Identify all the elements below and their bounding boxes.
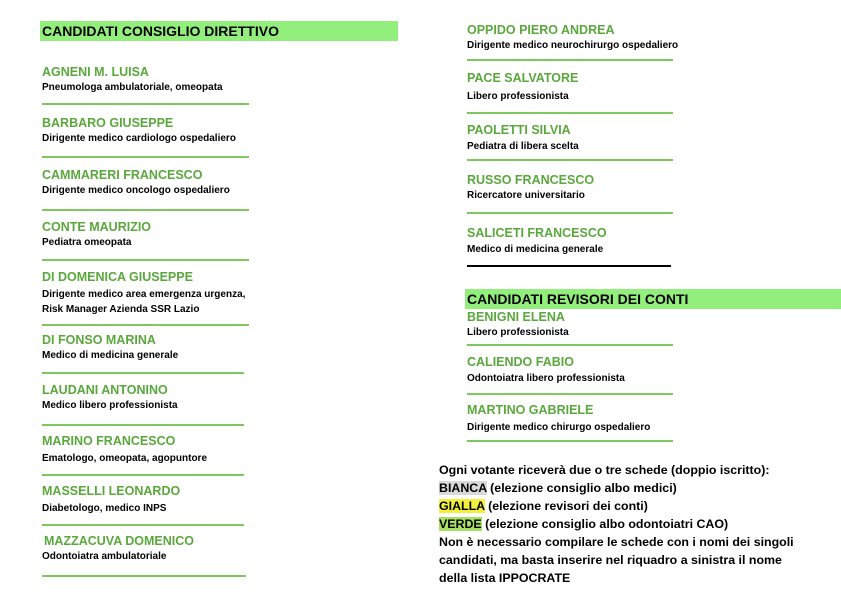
- ballot-color-label: GIALLA: [439, 499, 485, 513]
- candidate-caliendo: [467, 355, 625, 386]
- candidate-martino: [467, 403, 650, 435]
- notes-closing-line: della lista IPPOCRATE: [439, 571, 571, 585]
- candidate-di-fonso: [42, 333, 178, 363]
- candidate-name: OPPIDO PIERO ANDREA: [467, 23, 615, 37]
- ballot-verde: [439, 515, 794, 533]
- candidate-role: Pediatra di libera scelta: [467, 141, 579, 152]
- divider: [467, 440, 673, 442]
- divider: [42, 209, 249, 211]
- candidate-role: Medico libero professionista: [42, 400, 178, 411]
- candidate-role: Medico di medicina generale: [467, 244, 604, 255]
- candidate-role: Dirigente medico area emergenza urgenza,: [42, 289, 246, 300]
- divider: [467, 265, 671, 267]
- candidate-cammareri: [42, 168, 230, 198]
- candidate-name: BENIGNI ELENA: [467, 310, 565, 324]
- candidate-saliceti: [467, 226, 607, 257]
- divider: [42, 259, 249, 261]
- revisori-section-title: CANDIDATI REVISORI DEI CONTI: [465, 289, 841, 309]
- divider: [467, 59, 673, 61]
- candidate-name: RUSSO FRANCESCO: [467, 173, 595, 187]
- notes-closing-line: Non è necessario compilare le schede con i nomi dei singoli: [439, 535, 794, 549]
- divider: [42, 372, 244, 374]
- ballot-gialla: [439, 497, 794, 515]
- divider: [42, 424, 244, 426]
- ballot-description: (elezione consiglio albo odontoiatri CAO): [481, 517, 729, 531]
- candidate-name: SALICETI FRANCESCO: [467, 226, 607, 240]
- candidate-name: MASSELLI LEONARDO: [42, 484, 181, 498]
- candidate-conte: [42, 220, 151, 250]
- candidate-role: Dirigente medico chirurgo ospedaliero: [467, 422, 651, 433]
- candidate-russo: [467, 173, 594, 203]
- candidate-name: MARTINO GABRIELE: [467, 403, 594, 417]
- divider: [467, 393, 673, 395]
- candidate-role: Dirigente medico cardiologo ospedaliero: [42, 133, 236, 144]
- candidate-name: BARBARO GIUSEPPE: [42, 116, 174, 130]
- divider: [42, 575, 246, 577]
- divider: [42, 156, 249, 158]
- divider: [467, 344, 673, 346]
- candidate-role: Dirigente medico oncologo ospedaliero: [42, 185, 230, 196]
- notes-closing-line: candidati, ma basta inserire nel riquadro a sinistra il nome: [439, 553, 782, 567]
- candidate-role: Diabetologo, medico INPS: [42, 503, 167, 514]
- candidate-role: Pneumologa ambulatoriale, omeopata: [42, 82, 223, 93]
- divider: [467, 159, 673, 161]
- candidate-role: Risk Manager Azienda SSR Lazio: [42, 304, 200, 315]
- candidate-role: Ricercatore universitario: [467, 190, 585, 201]
- candidate-name: MAZZACUVA DOMENICO: [44, 534, 194, 548]
- candidate-paoletti: [467, 123, 579, 154]
- candidate-role: Odontoiatra libero professionista: [467, 373, 625, 384]
- candidate-name: AGNENI M. LUISA: [42, 65, 149, 79]
- candidate-name: DI DOMENICA GIUSEPPE: [42, 270, 193, 284]
- candidate-name: PACE SALVATORE: [467, 71, 579, 85]
- candidate-agneni: [42, 65, 223, 95]
- ballot-bianca: [439, 479, 794, 497]
- candidate-name: LAUDANI ANTONINO: [42, 383, 168, 397]
- candidate-marino: [42, 434, 207, 466]
- candidate-role: Ematologo, omeopata, agopuntore: [42, 453, 208, 464]
- candidate-oppido: [467, 23, 678, 53]
- candidate-name: CAMMARERI FRANCESCO: [42, 168, 203, 182]
- candidate-benigni: [467, 310, 569, 340]
- candidate-name: CONTE MAURIZIO: [42, 220, 152, 234]
- divider: [42, 474, 244, 476]
- ballot-description: (elezione consiglio albo medici): [486, 481, 677, 495]
- candidate-role: Dirigente medico neurochirurgo ospedaliero: [467, 40, 679, 51]
- candidate-mazzacuva: [44, 534, 194, 564]
- divider: [42, 103, 249, 105]
- ballot-color-label: BIANCA: [439, 481, 487, 495]
- candidate-role: Pediatra omeopata: [42, 237, 132, 248]
- divider: [467, 212, 673, 214]
- candidate-role: Medico di medicina generale: [42, 350, 179, 361]
- voting-notes: [439, 461, 794, 587]
- candidate-pace: [467, 71, 578, 104]
- candidate-di-domenica: [42, 270, 245, 317]
- direttivo-section-title: CANDIDATI CONSIGLIO DIRETTIVO: [40, 21, 398, 41]
- divider: [42, 524, 244, 526]
- candidate-barbaro: [42, 116, 236, 146]
- divider: [467, 112, 673, 114]
- candidate-name: DI FONSO MARINA: [42, 333, 156, 347]
- candidate-laudani: [42, 383, 178, 413]
- candidate-role: Libero professionista: [467, 91, 569, 102]
- notes-intro: Ogni votante riceverà due o tre schede (doppio iscritto):: [439, 463, 770, 477]
- candidate-name: CALIENDO FABIO: [467, 355, 574, 369]
- candidate-masselli: [42, 484, 180, 516]
- candidate-name: MARINO FRANCESCO: [42, 434, 176, 448]
- ballot-color-label: VERDE: [439, 517, 482, 531]
- candidate-role: Libero professionista: [467, 327, 569, 338]
- divider: [42, 324, 249, 326]
- candidate-name: PAOLETTI SILVIA: [467, 123, 571, 137]
- ballot-description: (elezione revisori dei conti): [484, 499, 648, 513]
- candidate-role: Odontoiatra ambulatoriale: [42, 551, 167, 562]
